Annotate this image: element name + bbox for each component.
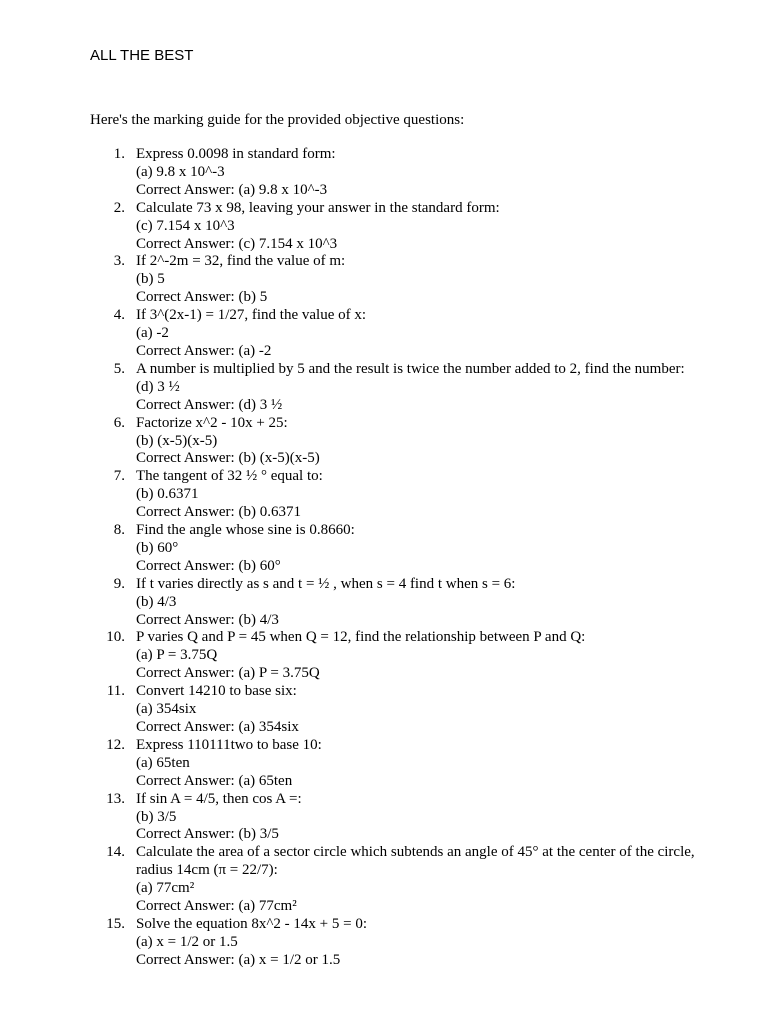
question-number: 8. [113,522,125,539]
correct-answer: Correct Answer: (b) 0.6371 [136,504,301,521]
correct-answer: Correct Answer: (c) 7.154 x 10^3 [136,235,338,252]
question-item [0,146,711,200]
question-item [0,361,711,415]
selected-option: (b) 4/3 [136,593,177,610]
question-number: 15. [106,915,125,932]
question-text: If 2^-2m = 32, find the value of m: [136,253,346,270]
selected-option: (d) 3 ½ [136,378,180,395]
question-item [0,200,711,254]
question-text: If sin A = 4/5, then cos A =: [136,790,302,807]
question-text: Calculate the area of a sector circle which subtends an angle of 45° at the center of the circle, radius 14cm (π = 22/7): [136,844,695,879]
question-item [0,844,711,916]
correct-answer: Correct Answer: (b) 5 [136,289,268,306]
question-number: 9. [113,575,125,592]
selected-option: (b) 0.6371 [136,486,199,503]
question-number: 3. [113,253,125,270]
question-text: If t varies directly as s and t = ½ , when s = 4 find t when s = 6: [136,575,516,592]
question-item [0,468,711,522]
question-number: 13. [106,790,125,807]
selected-option: (b) (x-5)(x-5) [136,432,218,449]
selected-option: (b) 5 [136,271,165,288]
question-item [0,307,711,361]
intro-paragraph: Here's the marking guide for the provided objective questions: [90,112,465,128]
question-item [0,737,711,791]
question-list [0,146,768,970]
question-text: A number is multiplied by 5 and the result is twice the number added to 2, find the number: [136,360,685,377]
question-item [0,683,711,737]
correct-answer: Correct Answer: (a) P = 3.75Q [136,665,320,682]
correct-answer: Correct Answer: (d) 3 ½ [136,396,283,413]
question-number: 10. [106,629,125,646]
selected-option: (a) x = 1/2 or 1.5 [136,933,238,950]
question-item [0,522,711,576]
document-heading: ALL THE BEST [90,47,194,64]
question-item [0,253,711,307]
question-item [0,576,711,630]
question-text: Factorize x^2 - 10x + 25: [136,414,288,431]
selected-option: (a) 77cm² [136,880,195,897]
selected-option: (a) P = 3.75Q [136,647,218,664]
question-text: Calculate 73 x 98, leaving your answer in the standard form: [136,199,500,216]
correct-answer: Correct Answer: (a) 65ten [136,772,293,789]
correct-answer: Correct Answer: (a) 9.8 x 10^-3 [136,181,328,198]
question-text: The tangent of 32 ½ ° equal to: [136,468,323,485]
question-number: 1. [113,146,125,162]
question-number: 14. [106,844,125,861]
question-item [0,415,711,469]
question-number: 2. [113,199,125,216]
correct-answer: Correct Answer: (a) 77cm² [136,898,297,915]
question-number: 11. [106,683,125,700]
selected-option: (a) 65ten [136,754,190,771]
question-item [0,916,711,970]
question-text: P varies Q and P = 45 when Q = 12, find the relationship between P and Q: [136,629,586,646]
selected-option: (b) 60° [136,539,179,556]
correct-answer: Correct Answer: (a) 354six [136,719,299,735]
question-number: 5. [113,360,125,377]
selected-option: (a) 9.8 x 10^-3 [136,163,225,180]
correct-answer: Correct Answer: (b) 3/5 [136,826,279,843]
question-text: Express 0.0098 in standard form: [136,146,336,162]
selected-option: (a) -2 [136,325,169,342]
question-number: 7. [113,468,125,485]
question-text: Express 110111two to base 10: [136,736,322,753]
question-item [0,791,711,845]
correct-answer: Correct Answer: (b) 4/3 [136,611,279,628]
correct-answer: Correct Answer: (a) x = 1/2 or 1.5 [136,951,341,968]
selected-option: (a) 354six [136,701,197,718]
question-text: Convert 14210 to base six: [136,683,297,700]
question-number: 12. [106,736,125,753]
question-text: Solve the equation 8x^2 - 14x + 5 = 0: [136,915,368,932]
question-text: Find the angle whose sine is 0.8660: [136,522,355,539]
selected-option: (b) 3/5 [136,808,177,825]
correct-answer: Correct Answer: (b) (x-5)(x-5) [136,450,320,467]
question-text: If 3^(2x-1) = 1/27, find the value of x: [136,307,367,324]
question-number: 6. [113,414,125,431]
question-item [0,629,711,683]
correct-answer: Correct Answer: (b) 60° [136,557,281,574]
selected-option: (c) 7.154 x 10^3 [136,217,235,234]
correct-answer: Correct Answer: (a) -2 [136,342,272,359]
question-number: 4. [113,307,125,324]
